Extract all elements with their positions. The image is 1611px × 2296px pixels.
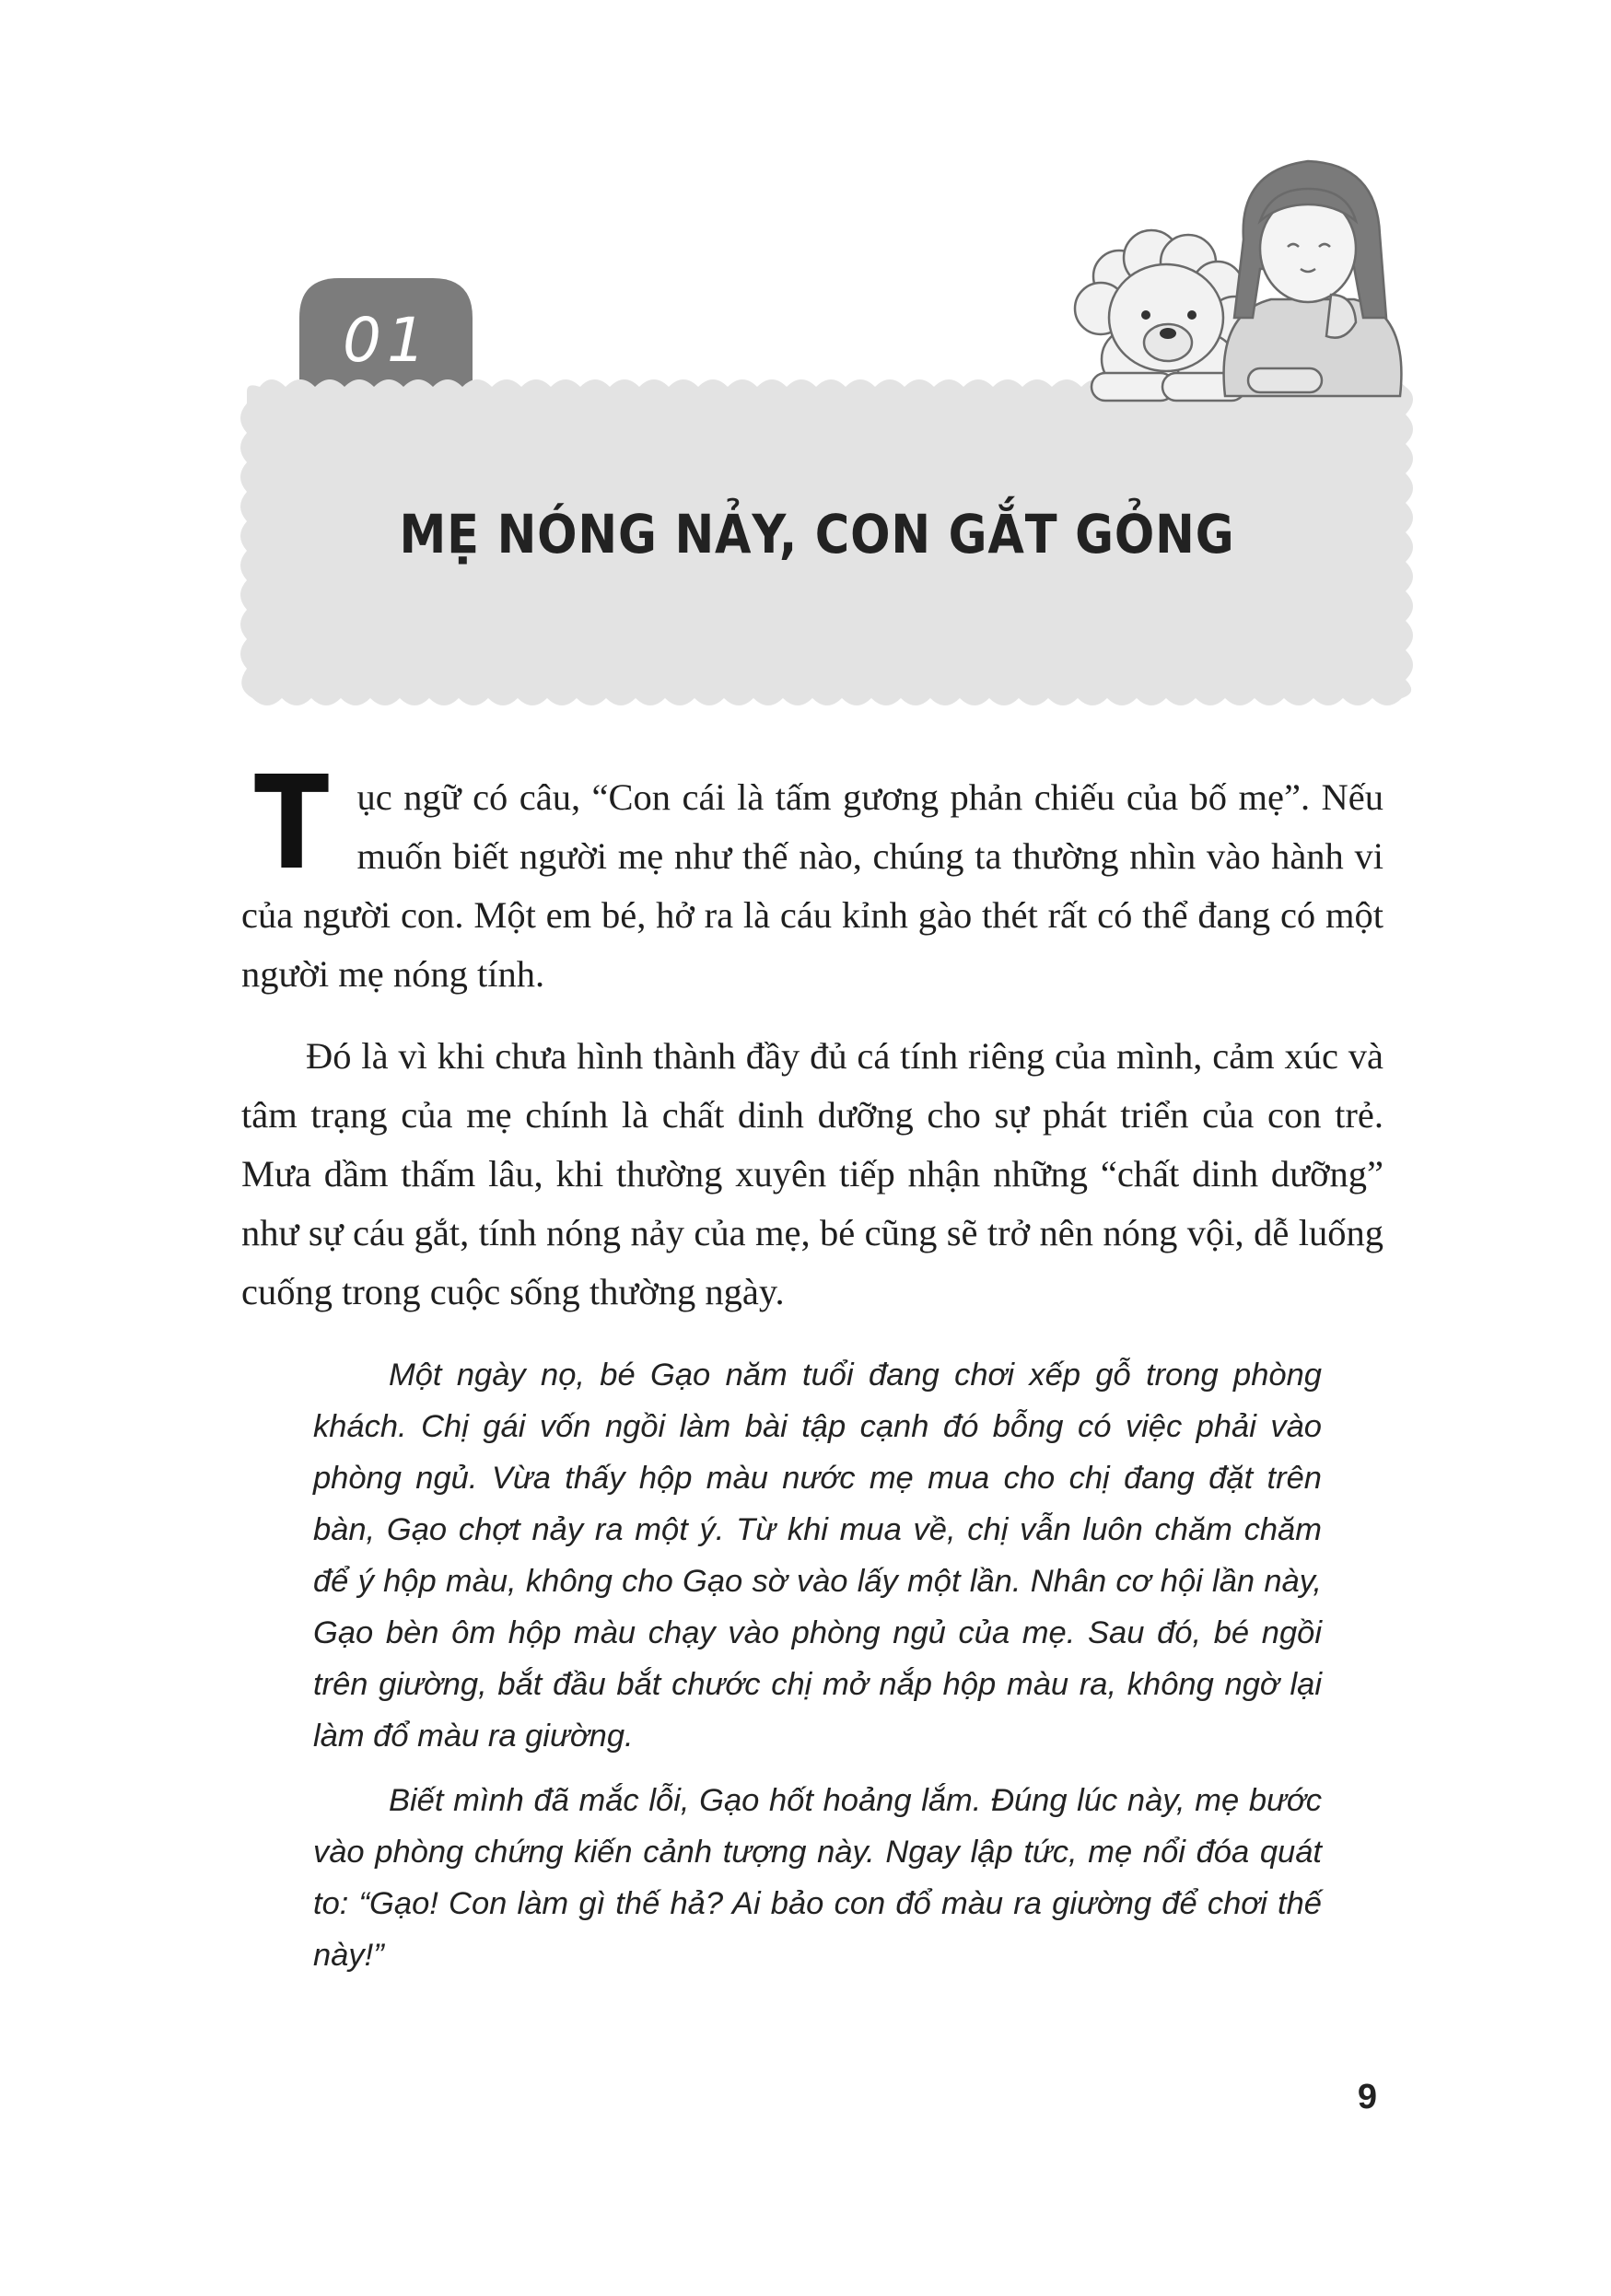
page-number: 9	[1357, 2078, 1377, 2116]
body-paragraph-2: Đó là vì khi chưa hình thành đầy đủ cá tính riêng của mình, cảm xúc và tâm trạng của mẹ chính là chất dinh dưỡng cho sự phát triển của con trẻ. Mưa dầm thấm lâu, khi thường xuyên tiếp nhận những “chất dinh dưỡng” như sự cáu gắt, tính nóng nảy của mẹ, bé cũng sẽ trở nên nóng vội, dễ luống cuống trong cuộc sống thường ngày.	[241, 1035, 1383, 1312]
story-paragraph-2: Biết mình đã mắc lỗi, Gạo hốt hoảng lắm. Đúng lúc này, mẹ bước vào phòng chứng kiến cảnh tượng này. Ngay lập tức, mẹ nổi đóa quát to: “Gạo! Con làm gì thế hả? Ai bảo con đổ màu ra giường để chơi thế này!”	[313, 1783, 1322, 1973]
chapter-title: MẸ NÓNG NẢY, CON GẮT GỎNG	[399, 503, 1235, 565]
body-paragraph-1-text: ục ngữ có câu, “Con cái là tấm gương phản chiếu của bố mẹ”. Nếu muốn biết người mẹ như thế nào, chúng ta thường nhìn vào hành vi của người con. Một em bé, hở ra là cáu kỉnh gào thét rất có thể đang có một người mẹ nóng tính.	[241, 776, 1383, 995]
drop-cap: T	[254, 749, 330, 899]
body-paragraph-1	[241, 749, 1383, 1004]
chapter-header-graphic	[0, 0, 1611, 737]
girl-resting-chin-illustration	[1224, 161, 1402, 396]
chapter-number: 01	[343, 305, 431, 376]
story-paragraph-1: Một ngày nọ, bé Gạo năm tuổi đang chơi xếp gỗ trong phòng khách. Chị gái vốn ngồi làm bài tập cạnh đó bỗng có việc phải vào phòng ngủ. Vừa thấy hộp màu nước mẹ mua cho chị đang đặt trên bàn, Gạo chợt nảy ra một ý. Từ khi mua về, chị vẫn luôn chăm chăm để ý hộp màu, không cho Gạo sờ vào lấy một lần. Nhân cơ hội lần này, Gạo bèn ôm hộp màu chạy vào phòng ngủ của mẹ. Sau đó, bé ngồi trên giường, bắt đầu bắt chước chị mở nắp hộp màu ra, không ngờ lại làm đổ màu ra giường.	[313, 1358, 1322, 1754]
